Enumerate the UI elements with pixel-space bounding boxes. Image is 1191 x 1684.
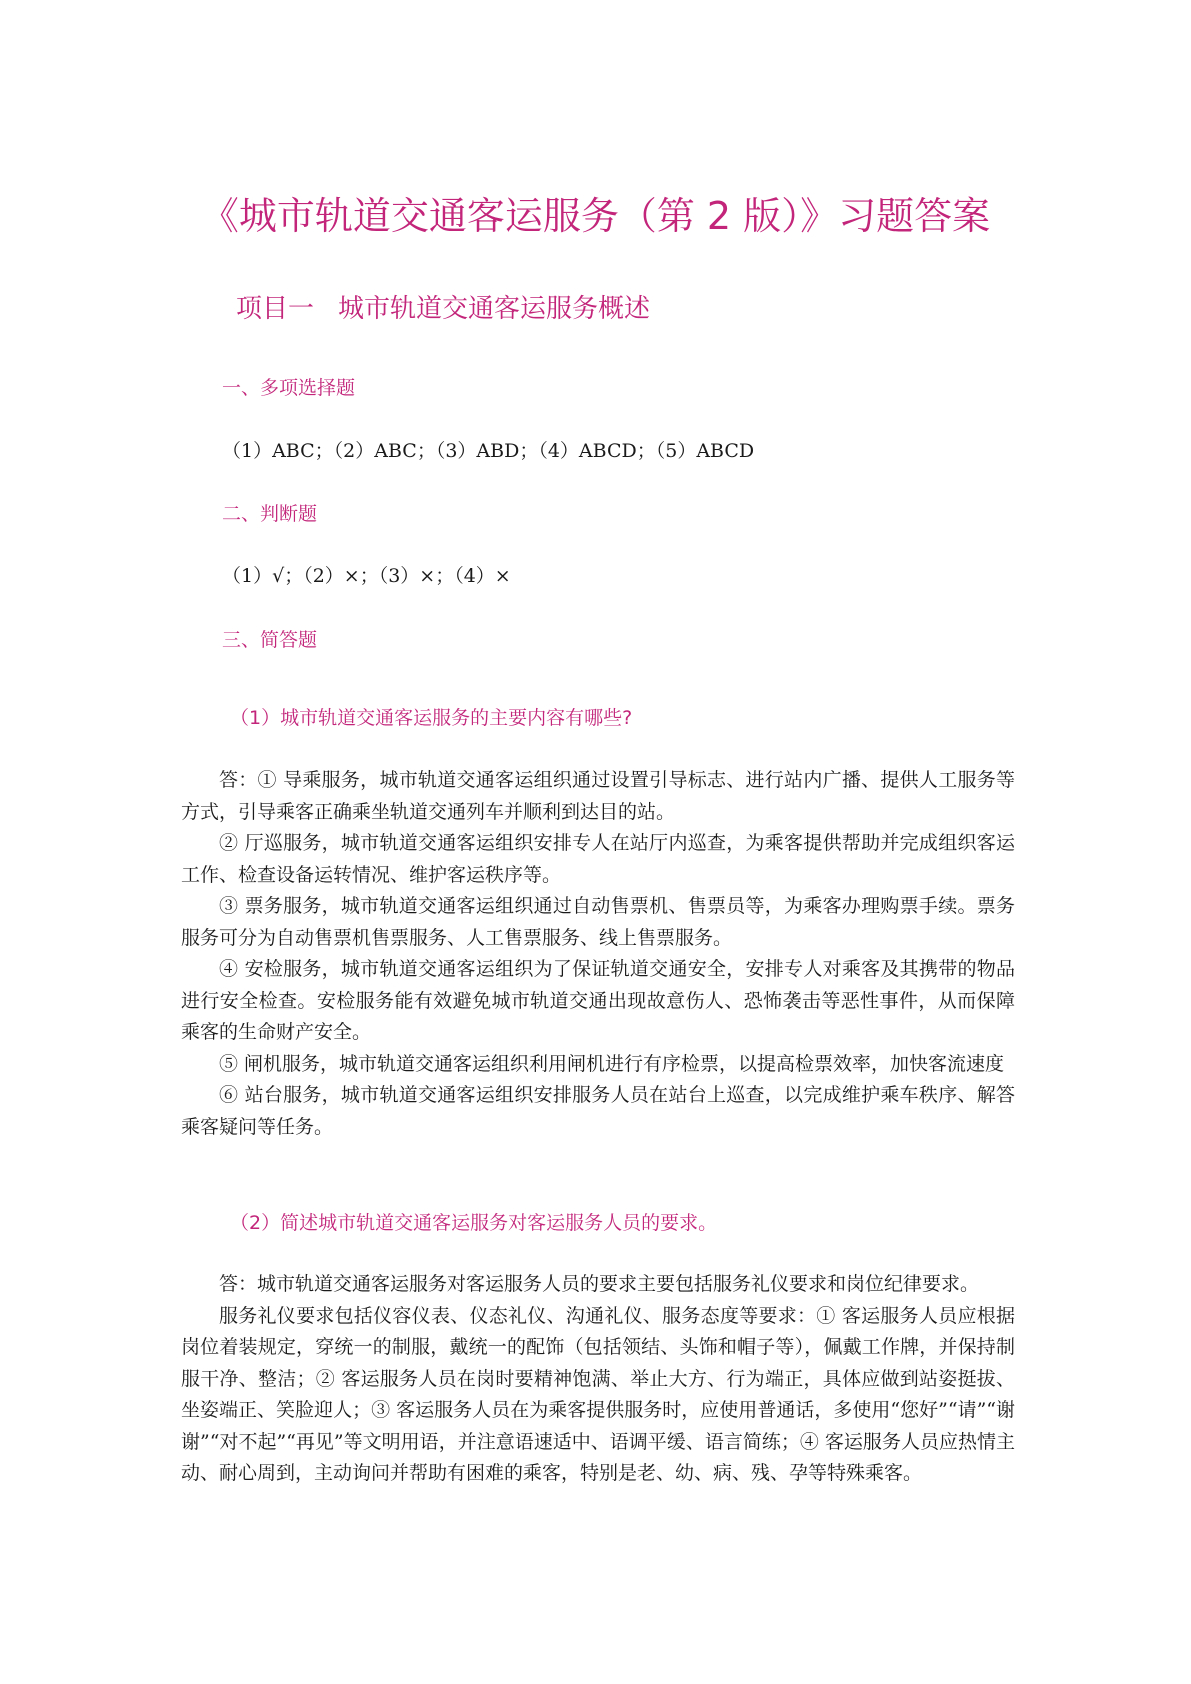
section-heading-short-answer: 三、简答题 (222, 629, 318, 651)
question-1: （1）城市轨道交通客运服务的主要内容有哪些? (230, 707, 633, 729)
answer-1-paragraph: ⑥ 站台服务，城市轨道交通客运组织安排服务人员在站台上巡查，以完成维护乘车秩序、解答乘客疑问等任务。 (181, 1084, 1015, 1138)
section-heading-multiple-choice: 一、多项选择题 (222, 377, 356, 399)
true-false-answers: （1）√；（2）×；（3）×；（4）× (222, 565, 511, 587)
answer-2 (181, 1269, 1015, 1490)
multiple-choice-answers: （1）ABC；（2）ABC；（3）ABD；（4）ABCD；（5）ABCD (222, 440, 755, 462)
question-2: （2）简述城市轨道交通客运服务对客运服务人员的要求。 (230, 1212, 718, 1234)
answer-1-paragraph: ③ 票务服务，城市轨道交通客运组织通过自动售票机、售票员等，为乘客办理购票手续。票务服务可分为自动售票机售票服务、人工售票服务、线上售票服务。 (181, 895, 1015, 949)
answer-2-paragraph: 服务礼仪要求包括仪容仪表、仪态礼仪、沟通礼仪、服务态度等要求：① 客运服务人员应根据岗位着装规定，穿统一的制服，戴统一的配饰（包括领结、头饰和帽子等），佩戴工作牌，并保持制服干净、整洁；② 客运服务人员在岗时要精神饱满、举止大方、行为端正，具体应做到站姿挺拔、坐姿端正、笑脸迎人；③ 客运服务人员在为乘客提供服务时，应使用普通话，多使用“您好”“请”“谢谢”“对不起”“再见”等文明用语，并注意语速适中、语调平缓、语言简练；④ 客运服务人员应热情主动、耐心周到，主动询问并帮助有困难的乘客，特别是老、幼、病、残、孕等特殊乘客。 (181, 1304, 1015, 1484)
answer-1 (181, 765, 1015, 1143)
answer-1-paragraph: ④ 安检服务，城市轨道交通客运组织为了保证轨道交通安全，安排专人对乘客及其携带的物品进行安全检查。安检服务能有效避免城市轨道交通出现故意伤人、恐怖袭击等恶性事件，从而保障乘客的生命财产安全。 (181, 958, 1015, 1043)
document-title: 《城市轨道交通客运服务（第 2 版）》习题答案 (200, 194, 991, 238)
answer-1-paragraph: ② 厅巡服务，城市轨道交通客运组织安排专人在站厅内巡查，为乘客提供帮助并完成组织客运工作、检查设备运转情况、维护客运秩序等。 (181, 832, 1015, 886)
answer-1-paragraph: 答：① 导乘服务，城市轨道交通客运组织通过设置引导标志、进行站内广播、提供人工服务等方式，引导乘客正确乘坐轨道交通列车并顺利到达目的站。 (181, 769, 1015, 823)
answer-1-paragraph: ⑤ 闸机服务，城市轨道交通客运组织利用闸机进行有序检票，以提高检票效率，加快客流速度 (219, 1052, 1005, 1075)
project-number: 项目一 (236, 294, 315, 324)
section-heading-true-false: 二、判断题 (222, 503, 318, 525)
project-title (236, 290, 650, 328)
project-name: 城市轨道交通客运服务概述 (338, 294, 651, 324)
answer-2-paragraph: 答：城市轨道交通客运服务对客运服务人员的要求主要包括服务礼仪要求和岗位纪律要求。 (219, 1273, 980, 1295)
